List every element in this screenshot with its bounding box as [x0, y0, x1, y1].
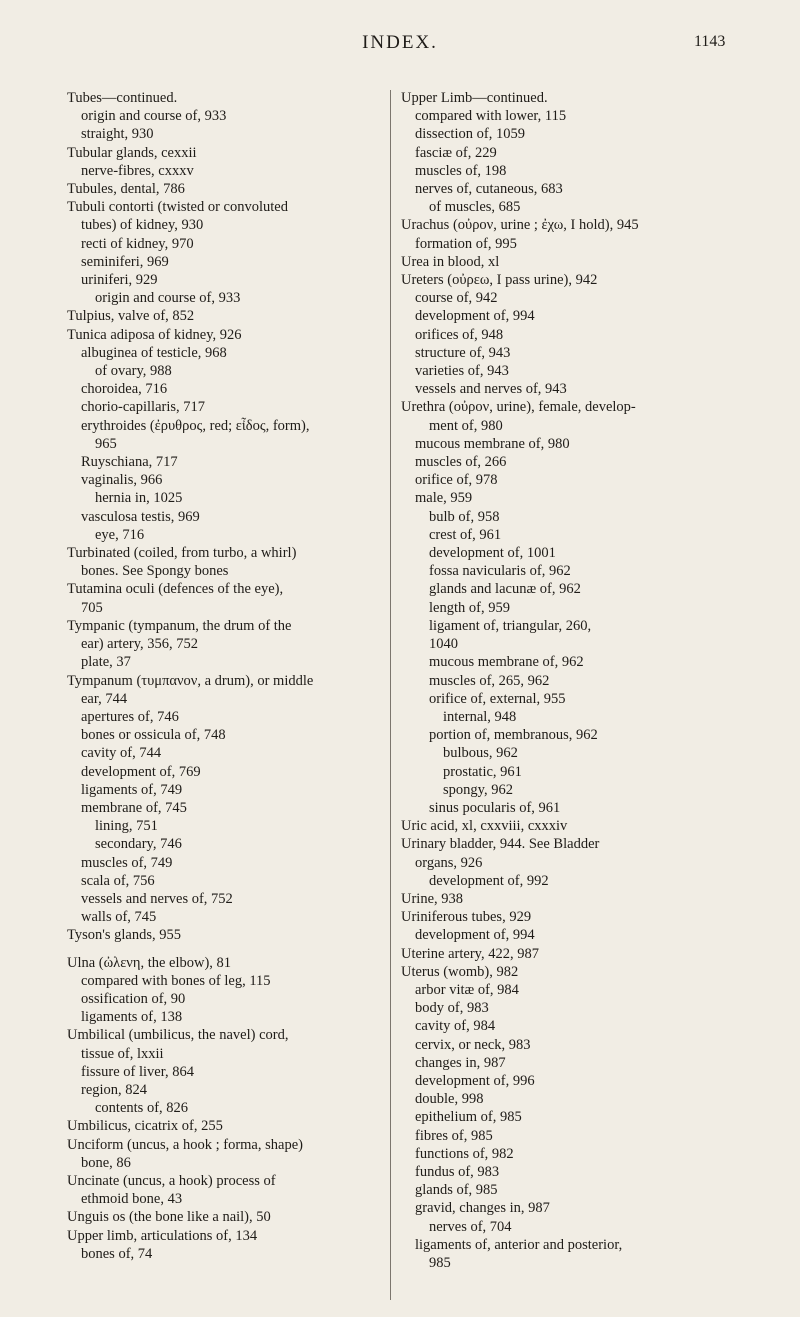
- index-entry: body of, 983: [415, 1000, 489, 1017]
- page-header: [0, 32, 800, 62]
- index-entry: development of, 992: [429, 872, 549, 889]
- index-entry: nerves of, cutaneous, 683: [415, 181, 563, 198]
- index-entry: bones. See Spongy bones: [81, 563, 229, 580]
- index-entry: vessels and nerves of, 943: [415, 381, 567, 398]
- index-entry: straight, 930: [81, 126, 154, 143]
- index-entry: of muscles, 685: [429, 199, 521, 216]
- index-entry: fasciæ of, 229: [415, 144, 497, 161]
- index-entry: Unguis os (the bone like a nail), 50: [67, 1209, 271, 1226]
- index-entry: vessels and nerves of, 752: [81, 890, 233, 907]
- index-entry: development of, 994: [415, 927, 535, 944]
- index-entry: functions of, 982: [415, 1145, 514, 1162]
- index-entry: choroidea, 716: [81, 381, 168, 398]
- index-entry: seminiferi, 969: [81, 253, 169, 270]
- index-entry: Uterus (womb), 982: [401, 963, 519, 980]
- index-entry: development of, 769: [81, 763, 201, 780]
- index-entry: 985: [429, 1255, 451, 1271]
- index-entry: muscles of, 198: [415, 162, 507, 179]
- index-entry: ligaments of, anterior and posterior,: [415, 1236, 623, 1253]
- index-entry: Urine, 938: [401, 890, 464, 907]
- index-entry: Urachus (οὐρον, urine ; ἐχω, I hold), 945: [401, 217, 639, 234]
- index-entry: Umbilicus, cicatrix of, 255: [67, 1118, 223, 1135]
- index-entry: muscles of, 265, 962: [429, 672, 550, 689]
- index-entry: prostatic, 961: [443, 763, 522, 780]
- index-entry: Uncinate (uncus, a hook) process of: [67, 1172, 276, 1189]
- index-entry: orifice of, 978: [415, 472, 498, 489]
- index-entry: formation of, 995: [415, 235, 517, 252]
- index-entry: mucous membrane of, 980: [415, 435, 570, 452]
- index-entry: Urethra (οὐρον, urine), female, develop-: [401, 399, 636, 416]
- index-entry: Upper Limb—continued.: [401, 90, 548, 106]
- index-entry: uriniferi, 929: [81, 272, 158, 289]
- index-entry: Tutamina oculi (defences of the eye),: [67, 581, 284, 598]
- index-entry: mucous membrane of, 962: [429, 654, 584, 671]
- index-entry: muscles of, 749: [81, 854, 173, 871]
- index-entry: ossification of, 90: [81, 990, 186, 1007]
- index-entry: plate, 37: [81, 654, 131, 671]
- index-entry: Unciform (uncus, a hook ; forma, shape): [67, 1136, 303, 1153]
- index-entry: Tympanic (tympanum, the drum of the: [67, 617, 292, 634]
- index-entry: cavity of, 984: [415, 1018, 496, 1035]
- index-entry: erythroides (ἐρυθρος, red; εἶδος, form),: [81, 417, 310, 434]
- index-entry: varieties of, 943: [415, 363, 509, 380]
- index-entry: Tympanum (τυμπανον, a drum), or middle: [67, 672, 314, 689]
- index-entry: secondary, 746: [95, 836, 182, 853]
- index-entry: walls of, 745: [81, 909, 157, 926]
- index-entry: ligament of, triangular, 260,: [429, 617, 592, 634]
- index-entry: fundus of, 983: [415, 1163, 500, 1180]
- index-entry: dissection of, 1059: [415, 126, 525, 143]
- index-entry: albuginea of testicle, 968: [81, 344, 227, 361]
- index-entry: membrane of, 745: [81, 799, 187, 816]
- index-entry: Ureters (οὐρεω, I pass urine), 942: [401, 272, 598, 289]
- page-number: 1143: [694, 33, 726, 50]
- index-entry: compared with bones of leg, 115: [81, 972, 271, 989]
- index-entry: eye, 716: [95, 526, 145, 543]
- index-entry: orifices of, 948: [415, 326, 504, 343]
- index-entry: length of, 959: [429, 599, 510, 616]
- index-entry: spongy, 962: [443, 781, 513, 798]
- index-entry: Uriniferous tubes, 929: [401, 909, 532, 926]
- index-entry: development of, 994: [415, 308, 535, 325]
- index-entry: region, 824: [81, 1081, 148, 1098]
- index-entry: tubes) of kidney, 930: [81, 217, 204, 234]
- index-entry: development of, 1001: [429, 545, 556, 562]
- index-entry: of ovary, 988: [95, 363, 172, 380]
- index-entry: organs, 926: [415, 854, 483, 871]
- index-entry: Tubules, dental, 786: [67, 181, 185, 198]
- index-entry: course of, 942: [415, 290, 498, 307]
- index-entry: double, 998: [415, 1091, 484, 1108]
- index-entry: ear) artery, 356, 752: [81, 636, 199, 653]
- index-entry: cavity of, 744: [81, 745, 162, 762]
- index-entry: Tubular glands, cexxii: [67, 144, 197, 161]
- index-entry: internal, 948: [443, 708, 517, 725]
- index-entry: male, 959: [415, 490, 473, 507]
- index-entry: recti of kidney, 970: [81, 235, 194, 252]
- column-divider: [390, 90, 391, 1300]
- index-entry: ment of, 980: [429, 417, 503, 434]
- index-entry: nerves of, 704: [429, 1218, 512, 1235]
- index-entry: Urea in blood, xl: [401, 253, 500, 270]
- index-entry: Tubes—continued.: [67, 90, 178, 106]
- index-entry: bulbous, 962: [443, 745, 518, 762]
- index-entry: ethmoid bone, 43: [81, 1191, 183, 1208]
- index-entry: glands and lacunæ of, 962: [429, 581, 581, 598]
- index-entry: Uterine artery, 422, 987: [401, 945, 539, 962]
- index-entry: Turbinated (coiled, from turbo, a whirl): [67, 545, 297, 562]
- index-entry: bones of, 74: [81, 1245, 153, 1262]
- section-gap: [67, 945, 383, 954]
- index-entry: bone, 86: [81, 1154, 131, 1171]
- index-entry: muscles of, 266: [415, 454, 507, 471]
- index-entry: portion of, membranous, 962: [429, 727, 598, 744]
- index-entry: vasculosa testis, 969: [81, 508, 200, 525]
- index-entry: Ulna (ὠλενη, the elbow), 81: [67, 954, 232, 971]
- index-entry: nerve-fibres, cxxxv: [81, 162, 194, 179]
- index-entry: vaginalis, 966: [81, 472, 163, 489]
- index-entry: origin and course of, 933: [81, 108, 227, 125]
- index-entry: apertures of, 746: [81, 708, 179, 725]
- index-entry: orifice of, external, 955: [429, 690, 566, 707]
- index-entry: ligaments of, 749: [81, 781, 183, 798]
- index-entry: 965: [95, 435, 117, 452]
- index-entry: Uric acid, xl, cxxviii, cxxxiv: [401, 818, 568, 835]
- index-entry: chorio-capillaris, 717: [81, 399, 206, 416]
- index-entry: changes in, 987: [415, 1054, 506, 1071]
- index-entry: epithelium of, 985: [415, 1109, 522, 1126]
- index-entry: compared with lower, 115: [415, 108, 567, 125]
- index-entry: contents of, 826: [95, 1100, 189, 1117]
- index-entry: hernia in, 1025: [95, 490, 183, 507]
- index-entry: ligaments of, 138: [81, 1009, 183, 1026]
- index-entry: bulb of, 958: [429, 508, 500, 525]
- index-entry: Tunica adiposa of kidney, 926: [67, 326, 242, 343]
- index-entry: Ruyschiana, 717: [81, 454, 178, 471]
- index-entry: Urinary bladder, 944. See Bladder: [401, 836, 600, 853]
- index-entry: scala of, 756: [81, 872, 155, 889]
- index-entry: development of, 996: [415, 1072, 535, 1089]
- index-column-right: [401, 89, 761, 1272]
- index-entry: sinus pocularis of, 961: [429, 799, 561, 816]
- index-entry: arbor vitæ of, 984: [415, 981, 519, 998]
- index-entry: ear, 744: [81, 690, 128, 707]
- index-entry: crest of, 961: [429, 526, 502, 543]
- index-entry: fossa navicularis of, 962: [429, 563, 571, 580]
- index-entry: fissure of liver, 864: [81, 1063, 194, 1080]
- index-entry: tissue of, lxxii: [81, 1045, 164, 1062]
- index-entry: Upper limb, articulations of, 134: [67, 1227, 258, 1244]
- index-entry: bones or ossicula of, 748: [81, 727, 226, 744]
- index-entry: 705: [81, 599, 103, 616]
- index-entry: structure of, 943: [415, 344, 511, 361]
- index-entry: glands of, 985: [415, 1182, 498, 1199]
- index-entry: fibres of, 985: [415, 1127, 493, 1144]
- index-entry: lining, 751: [95, 818, 158, 835]
- index-entry: Tulpius, valve of, 852: [67, 308, 195, 325]
- index-entry: gravid, changes in, 987: [415, 1200, 550, 1217]
- index-column-left: [67, 89, 383, 1263]
- index-entry: Umbilical (umbilicus, the navel) cord,: [67, 1027, 289, 1044]
- index-entry: cervix, or neck, 983: [415, 1036, 531, 1053]
- index-entry: origin and course of, 933: [95, 290, 241, 307]
- index-entry: 1040: [429, 636, 458, 653]
- page-title: INDEX.: [362, 32, 438, 53]
- index-entry: Tubuli contorti (twisted or convoluted: [67, 199, 288, 216]
- index-entry: Tyson's glands, 955: [67, 927, 181, 944]
